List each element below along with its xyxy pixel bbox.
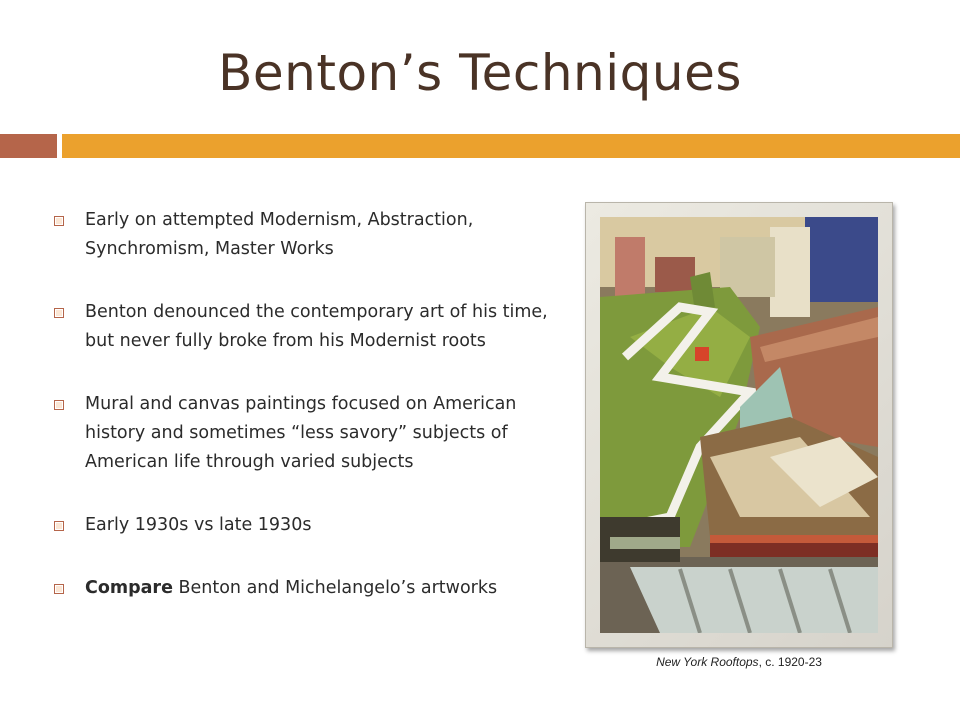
square-bullet-icon — [54, 584, 64, 594]
image-caption — [586, 655, 892, 669]
bullet-item — [54, 574, 554, 603]
bullet-item — [54, 206, 554, 264]
slide-title: Benton’s Techniques — [218, 44, 742, 102]
bullet-text: Early on attempted Modernism, Abstraction, Synchromism, Master Works — [85, 210, 474, 259]
accent-bar-right — [62, 134, 960, 158]
bullet-bold-text: Compare — [85, 578, 173, 598]
caption-title: New York Rooftops — [656, 655, 759, 669]
bullet-text: Early 1930s vs late 1930s — [85, 515, 312, 535]
bullet-text: Mural and canvas paintings focused on American history and sometimes “less savory” subjects of American life through varied subjects — [85, 394, 517, 472]
bullet-item — [54, 390, 554, 477]
painting-frame — [585, 202, 893, 648]
painting-image — [600, 217, 878, 633]
bullet-list — [54, 206, 554, 637]
square-bullet-icon — [54, 216, 64, 226]
bullet-text: Benton and Michelangelo’s artworks — [172, 578, 498, 598]
bullet-text: Benton denounced the contemporary art of his time, but never fully broke from his Modernist roots — [85, 302, 548, 351]
bullet-item — [54, 298, 554, 356]
accent-bar-left — [0, 134, 57, 158]
square-bullet-icon — [54, 308, 64, 318]
square-bullet-icon — [54, 521, 64, 531]
caption-date: , c. 1920-23 — [758, 655, 822, 669]
bullet-item — [54, 511, 554, 540]
square-bullet-icon — [54, 400, 64, 410]
